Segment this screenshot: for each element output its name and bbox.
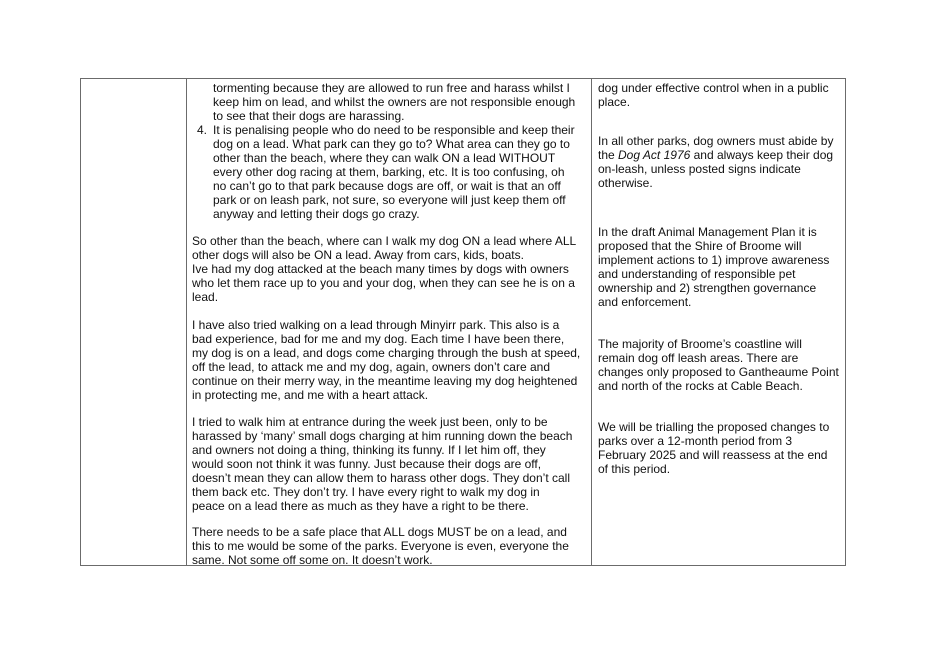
text-line: parks over a 12-month period from 3 [598,434,793,448]
list-item-number: 4. [197,123,208,137]
text-line: no can’t go to that park because dogs are off, or wait is that an off [213,179,561,193]
text-line: bad experience, bad for me and my dog. Each time I have been there, [192,332,565,346]
submission-paragraph-safe-place [192,525,569,567]
text-line: Ive had my dog attacked at the beach many times by dogs with owners [192,262,569,276]
text-line: and understanding of responsible pet [598,267,796,281]
shire-response-cell [592,79,845,565]
submission-paragraph-beach [192,234,576,304]
text-line: proposed that the Shire of Broome will [598,239,802,253]
text-line: anyway and letting their dogs go crazy. [213,207,420,221]
text-line: other than the beach, where they can walk ON a lead WITHOUT [213,151,556,165]
text-line: implement actions to 1) improve awareness [598,253,830,267]
text-line: February 2025 and will reassess at the end [598,448,828,462]
text-line: off the lead, to attack me and my dog, again, owners don’t care and [192,360,551,374]
text-line: It is penalising people who do need to be responsible and keep their [213,123,575,137]
text-line: and enforcement. [598,295,692,309]
text-line: in protecting me, and me with a heart attack. [192,388,429,402]
text-line: other dogs will also be ON a lead. Away from cars, kids, boats. [192,248,524,262]
text-line: lead. [192,290,219,304]
text-line: and north of the rocks at Cable Beach. [598,379,803,393]
text-line: this to me would be some of the parks. Everyone is even, everyone the [192,539,569,553]
text-line: tormenting because they are allowed to run free and harass whilst I [213,81,570,95]
text-line: In the draft Animal Management Plan it is [598,225,817,239]
text-line: We will be trialling the proposed changes to [598,420,830,434]
text-line: I tried to walk him at entrance during the week just been, only to be [192,415,548,429]
text-line: otherwise. [598,176,653,190]
response-paragraph-effective-control [598,81,829,109]
response-paragraph-trial [598,420,829,476]
text-line: place. [598,95,631,109]
text-line: peace on a lead there as much as they have a right to be there. [192,499,529,513]
text-line: on-leash, unless posted signs indicate [598,162,801,176]
text-line: every other dog racing at them, barking, etc. It is too confusing, oh [213,165,565,179]
text-line: would soon not think it was funny. Just because their dogs are off, [192,457,542,471]
text-line: same. Not some off some on. It doesn’t work. [192,553,433,567]
text-line: who let them race up to you and your dog, when they can see he is on a [192,276,575,290]
text-line: The majority of Broome’s coastline will [598,337,802,351]
text-line: my dog is on a lead, and dogs come charging through the bush at speed, [192,346,581,360]
text-line: dog under effective control when in a public [598,81,829,95]
list-item-continued [192,81,575,123]
submission-paragraph-minyirr [192,318,580,402]
text-line: keep him on lead, and whilst the owners are not responsible enough [213,95,576,109]
text-line: park or on leash park, not sure, so everyone will just keep them off [213,193,566,207]
comments-table [80,78,846,566]
submission-cell [187,79,592,565]
text-line: of this period. [598,462,671,476]
text-line: I have also tried walking on a lead through Minyirr park. This also is a [192,318,560,332]
text-line: changes only proposed to Gantheaume Point [598,365,839,379]
text-line: doesn’t mean they can allow them to harass other dogs. They don’t call [192,471,570,485]
text-line: There needs to be a safe place that ALL dogs MUST be on a lead, and [192,525,567,539]
text-line: harassed by ‘many’ small dogs charging at him running down the beach [192,429,573,443]
submission-numbered-list [192,81,575,221]
text-line: to see that their dogs are harassing. [213,109,405,123]
empty-column-cell [81,79,187,565]
text-line: and owners not doing a thing, thinking its funny. If I let him off, they [192,443,546,457]
dog-act-title: Dog Act 1976 [618,148,691,162]
list-item-4 [192,123,575,221]
text-line: them back etc. They don’t try. I have every right to walk my dog in [192,485,540,499]
text-fragment: and always keep their dog [690,148,834,162]
text-line: So other than the beach, where can I walk my dog ON a lead where ALL [192,234,577,248]
text-line: In all other parks, dog owners must abide by [598,134,834,148]
text-line: continue on their merry way, in the meantime leaving my dog heightened [192,374,578,388]
text-fragment: the [598,148,619,162]
text-line [598,148,833,162]
text-line: remain dog off leash areas. There are [598,351,799,365]
response-paragraph-dog-act [598,134,833,190]
response-paragraph-coastline [598,337,839,393]
response-paragraph-animal-management-plan [598,225,829,309]
text-line: ownership and 2) strengthen governance [598,281,817,295]
text-line: dog on a lead. What park can they go to? What area can they go to [213,137,570,151]
submission-paragraph-entrance [192,415,572,513]
